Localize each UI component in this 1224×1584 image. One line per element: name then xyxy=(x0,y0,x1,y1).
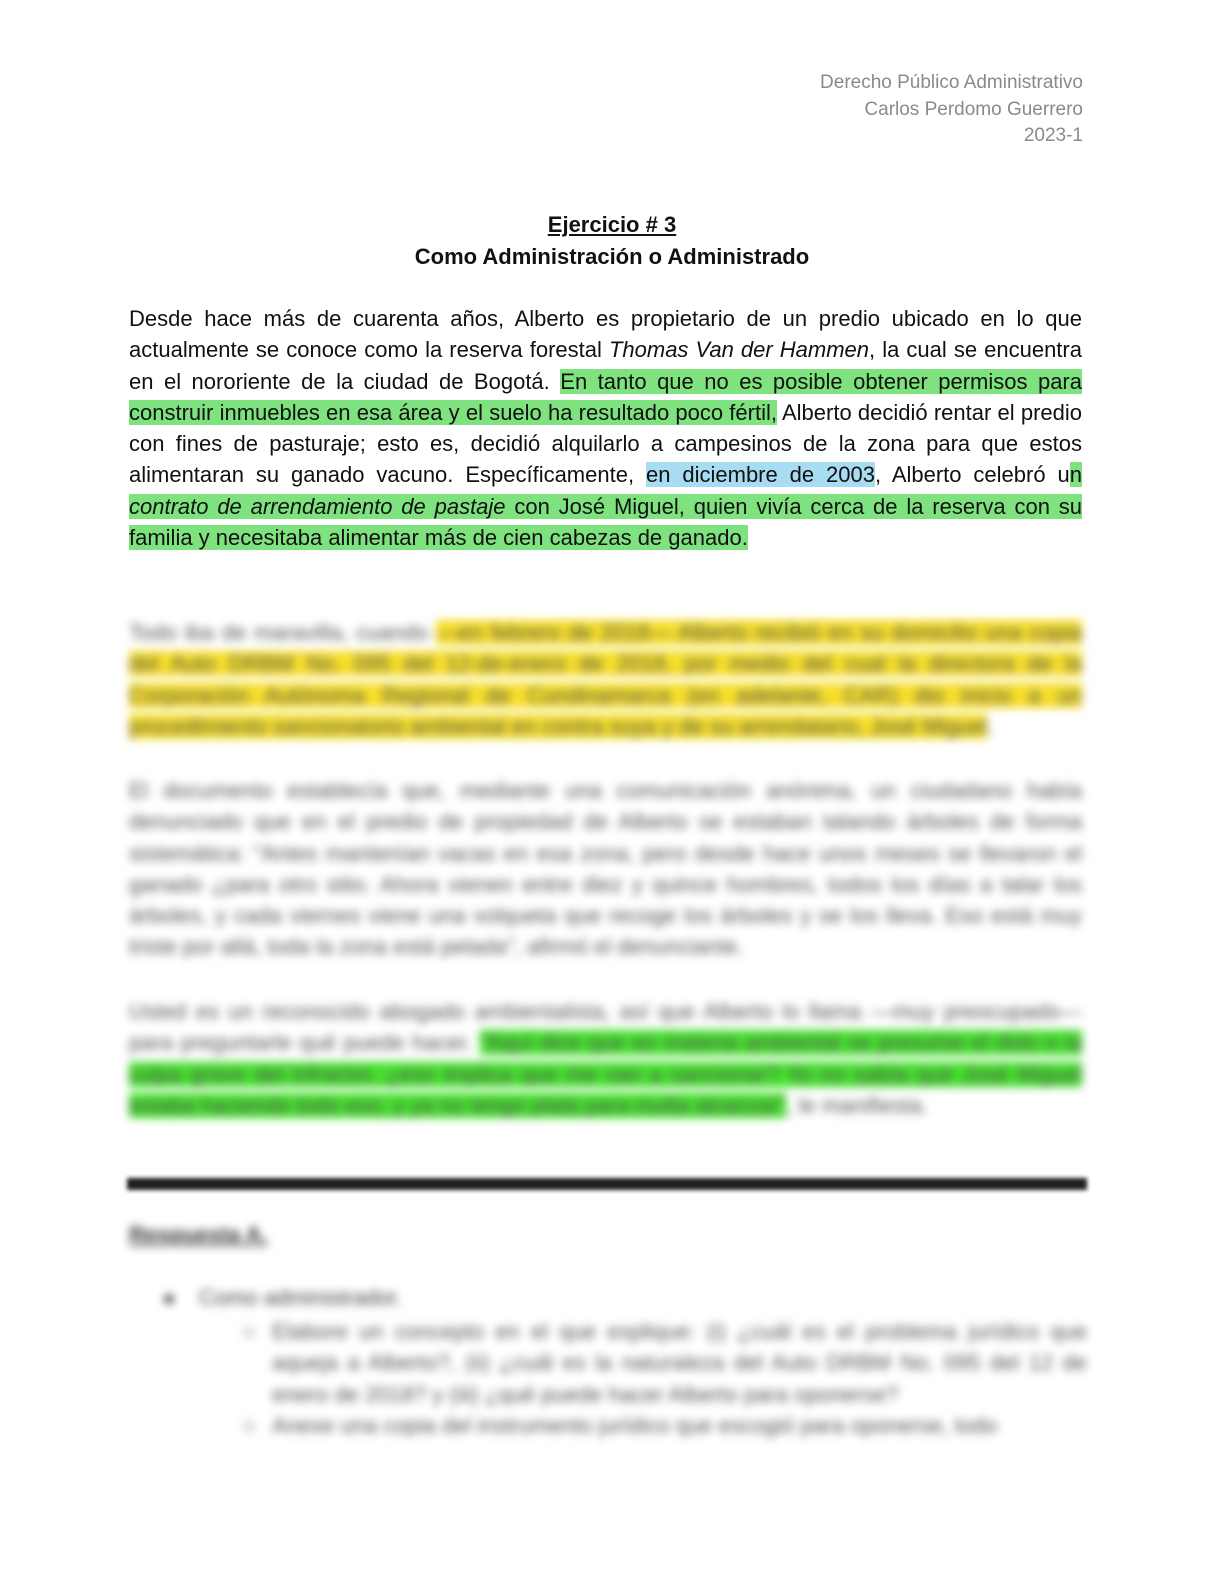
document-header xyxy=(820,70,1083,150)
exercise-subtitle: Como Administración o Administrado xyxy=(414,244,810,269)
text-run: , la cual se encuentra en el nororiente de la ciudad de Bogotá. xyxy=(129,337,1082,394)
text-run: . xyxy=(987,713,994,739)
text-run: Todo iba de maravilla, cuando xyxy=(129,620,437,645)
text-run: Usted es un reconocido abogado ambientalista, así que Alberto lo llama —muy preocupado— para preguntarle qué puede hacer. xyxy=(129,999,1082,1056)
highlight-green: con José Miguel, quien vivía cerca de la reserva con su familia y necesitaba alimentar más de cien cabezas de ganado. xyxy=(129,493,1083,551)
exercise-title: Ejercicio # 3 xyxy=(547,212,677,237)
text-run: , le manifiesta. xyxy=(786,1092,929,1118)
highlight-blue: en diciembre de 2003 xyxy=(645,462,875,488)
text-run: Alberto decidió rentar el predio con fines de pasturaje; esto es, decidió alquilarlo a campesinos de la zona para que estos alimentaran su ganado vacuno. Específicamente, xyxy=(129,399,1082,488)
highlight-bright-green: "Aquí dice que en materia ambiental se presume el dolo o la culpa grave del infractor, ¿eso implica que me van a sancionar? Yo no sabía que José Miguel estaba haciendo todo eso, y ya no tengo plata para multa alcanzar" xyxy=(129,1030,1082,1118)
course-name: Derecho Público Administrativo xyxy=(820,72,1083,93)
text-run: Desde hace más de cuarenta años, Alberto es propietario de un predio ubicado en lo que actualmente se conoce como la reserva forestal xyxy=(129,306,1082,363)
sub-item-text: Anexe una copia del instrumento jurídico que escogió para oponerse, todo xyxy=(272,1413,998,1438)
bullet-icon xyxy=(165,1295,173,1303)
paragraph-auto xyxy=(129,617,1082,742)
divider-rule xyxy=(127,1178,1087,1190)
sub-item-text: Elabore un concepto en el que explique: (i) ¿cuál es el problema jurídico que aqueja a Alberto?, (ii) ¿cuál es la naturaleza del Auto DRBM No. 095 del 12 de enero de 2018? y (iii) ¿qué puede hacer Alberto para oponerse? xyxy=(272,1319,1087,1407)
text-run: , Alberto celebró u xyxy=(875,462,1070,488)
answer-bullet xyxy=(165,1285,402,1311)
reserve-name: Thomas Van der Hammen xyxy=(608,337,870,363)
sub-bullet-icon: ○ xyxy=(242,1319,256,1344)
highlight-yellow: —en febrero de 2018— Alberto recibió en su domicilio una copia del Auto DRBM No. 095 del 12-de-enero de 2018, por medio del cual la directora de la Corporación Autónoma Regional de Cundinamarca (en adelante, CAR) dio inicio a un procedimiento sancionatorio ambiental en contra suya y de su arrendatario, José Miguel xyxy=(129,620,1082,739)
paragraph-intro xyxy=(129,303,1082,553)
paragraph-complaint: El documento establecía que, mediante una comunicación anónima, un ciudadano había denunciado que en el predio de propiedad de Alberto se estaban talando árboles de forma sistemática: "Antes mantenían vacas en esa zona, pero desde hace unos meses se llevaron el ganado ¿para otro sitio. Ahora vienen entre diez y quince hombres, todos los días a talar los árboles, y cada viernes viene una volqueta que recoge los árboles y se los lleva. Eso está muy triste por allá, toda la zona está pelada", afirmó el denunciante. xyxy=(129,778,1082,960)
sub-item-1 xyxy=(242,1316,1087,1410)
title-block xyxy=(0,209,1224,273)
highlight-green: n xyxy=(1069,462,1082,488)
highlight-green: En tanto que no es posible obtener permisos para construir inmuebles en esa área y el suelo ha resultado poco fértil, xyxy=(129,368,1082,425)
sub-item-2 xyxy=(242,1410,1087,1442)
bullet-label: Como administrador. xyxy=(199,1285,402,1310)
contract-name: contrato de arrendamiento de pastaje xyxy=(129,493,506,519)
sub-bullet-icon: ○ xyxy=(242,1413,256,1438)
answer-heading: Respuesta A. xyxy=(129,1222,268,1247)
professor-name: Carlos Perdomo Guerrero xyxy=(864,98,1083,120)
term: 2023-1 xyxy=(1023,125,1083,146)
paragraph-client xyxy=(129,996,1082,1121)
